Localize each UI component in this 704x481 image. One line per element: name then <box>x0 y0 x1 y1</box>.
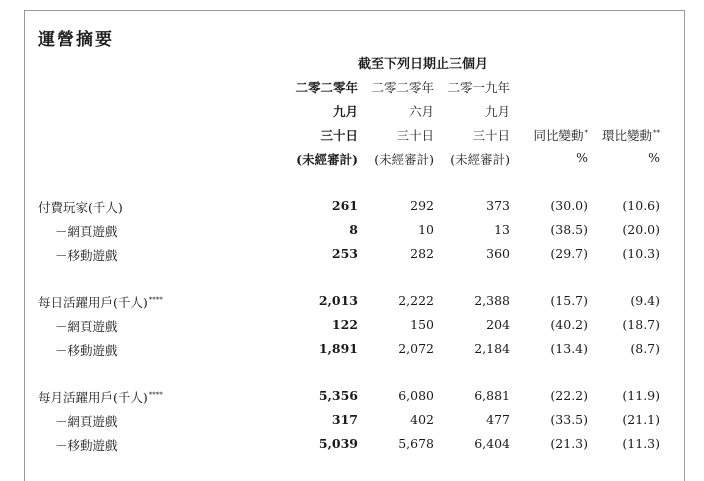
row-label <box>55 341 118 359</box>
row-label-text: 每日活躍用戶(千人) <box>38 295 148 310</box>
table-cell: 8 <box>349 222 358 237</box>
col1-year: 二零二零年 <box>295 80 358 95</box>
table-cell: (40.2) <box>550 317 588 332</box>
table-cell: 360 <box>486 246 510 261</box>
period-header: 截至下列日期止三個月 <box>357 57 488 72</box>
table-cell: 150 <box>410 317 434 332</box>
col1-month: 九月 <box>332 104 358 119</box>
col3-month: 九月 <box>484 104 510 119</box>
row-label <box>38 293 163 311</box>
table-cell: 1,891 <box>318 341 358 356</box>
row-label <box>38 198 123 216</box>
table-cell: 6,080 <box>398 388 434 403</box>
row-label <box>55 412 118 430</box>
col3-day: 三十日 <box>472 128 510 143</box>
row-label <box>55 436 118 454</box>
table-cell: 477 <box>486 412 510 427</box>
table-cell: (9.4) <box>630 293 660 308</box>
table-cell: 282 <box>410 246 434 261</box>
col2-month: 六月 <box>408 104 434 119</box>
table-cell: 2,072 <box>398 341 434 356</box>
footnote-mark: **** <box>148 295 163 304</box>
table-cell: (38.5) <box>550 222 588 237</box>
table-cell: 402 <box>410 412 434 427</box>
table-cell: (18.7) <box>622 317 660 332</box>
table-cell: 2,222 <box>398 293 434 308</box>
table-cell: 373 <box>486 198 510 213</box>
table-cell: (11.9) <box>622 388 660 403</box>
table-cell: 2,184 <box>474 341 510 356</box>
table-cell: 5,356 <box>318 388 358 403</box>
table-cell: 317 <box>331 412 358 427</box>
table-cell: (21.3) <box>550 436 588 451</box>
col1-day: 三十日 <box>320 128 358 143</box>
table-cell: 2,388 <box>474 293 510 308</box>
yoy-unit: % <box>576 150 588 165</box>
table-cell: 253 <box>331 246 358 261</box>
table-cell: (22.2) <box>550 388 588 403</box>
row-label-text: －網頁遊戲 <box>55 224 118 239</box>
col2-audit: (未經審計) <box>374 152 434 167</box>
table-cell: 292 <box>410 198 434 213</box>
row-label-text: 付費玩家(千人) <box>38 200 123 215</box>
table-cell: 122 <box>331 317 358 332</box>
table-cell: (30.0) <box>550 198 588 213</box>
row-label-text: －網頁遊戲 <box>55 414 118 429</box>
table-cell: 6,881 <box>474 388 510 403</box>
table-cell: (20.0) <box>622 222 660 237</box>
col2-year: 二零二零年 <box>371 80 434 95</box>
row-label <box>55 317 118 335</box>
table-cell: (13.4) <box>550 341 588 356</box>
table-cell: (21.1) <box>622 412 660 427</box>
table-cell: 204 <box>486 317 510 332</box>
table-cell: (15.7) <box>550 293 588 308</box>
table-cell: (33.5) <box>550 412 588 427</box>
table-cell: 2,013 <box>318 293 358 308</box>
table-cell: (29.7) <box>550 246 588 261</box>
page-title: 運營摘要 <box>38 30 114 50</box>
col3-year: 二零一九年 <box>447 80 510 95</box>
row-label-text: －移動遊戲 <box>55 343 118 358</box>
table-cell: 10 <box>418 222 434 237</box>
table-cell: 5,039 <box>318 436 358 451</box>
row-label <box>55 246 118 264</box>
row-label-text: 每月活躍用戶(千人) <box>38 390 148 405</box>
row-label-text: －移動遊戲 <box>55 438 118 453</box>
table-cell: 5,678 <box>398 436 434 451</box>
table-cell: (10.6) <box>622 198 660 213</box>
table-cell: 6,404 <box>474 436 510 451</box>
table-cell: (8.7) <box>630 341 660 356</box>
col2-day: 三十日 <box>396 128 434 143</box>
qoq-header: 環比變動** <box>601 128 660 143</box>
table-cell: 13 <box>494 222 510 237</box>
table-cell: (11.3) <box>622 436 660 451</box>
footnote-mark: **** <box>148 390 163 399</box>
row-label <box>38 388 163 406</box>
table-cell: 261 <box>331 198 358 213</box>
col1-audit: (未經審計) <box>296 152 358 167</box>
table-cell: (10.3) <box>622 246 660 261</box>
row-label <box>55 222 118 240</box>
col3-audit: (未經審計) <box>450 152 510 167</box>
qoq-unit: % <box>648 150 660 165</box>
row-label-text: －網頁遊戲 <box>55 319 118 334</box>
row-label-text: －移動遊戲 <box>55 248 118 263</box>
yoy-header: 同比變動* <box>533 128 588 143</box>
